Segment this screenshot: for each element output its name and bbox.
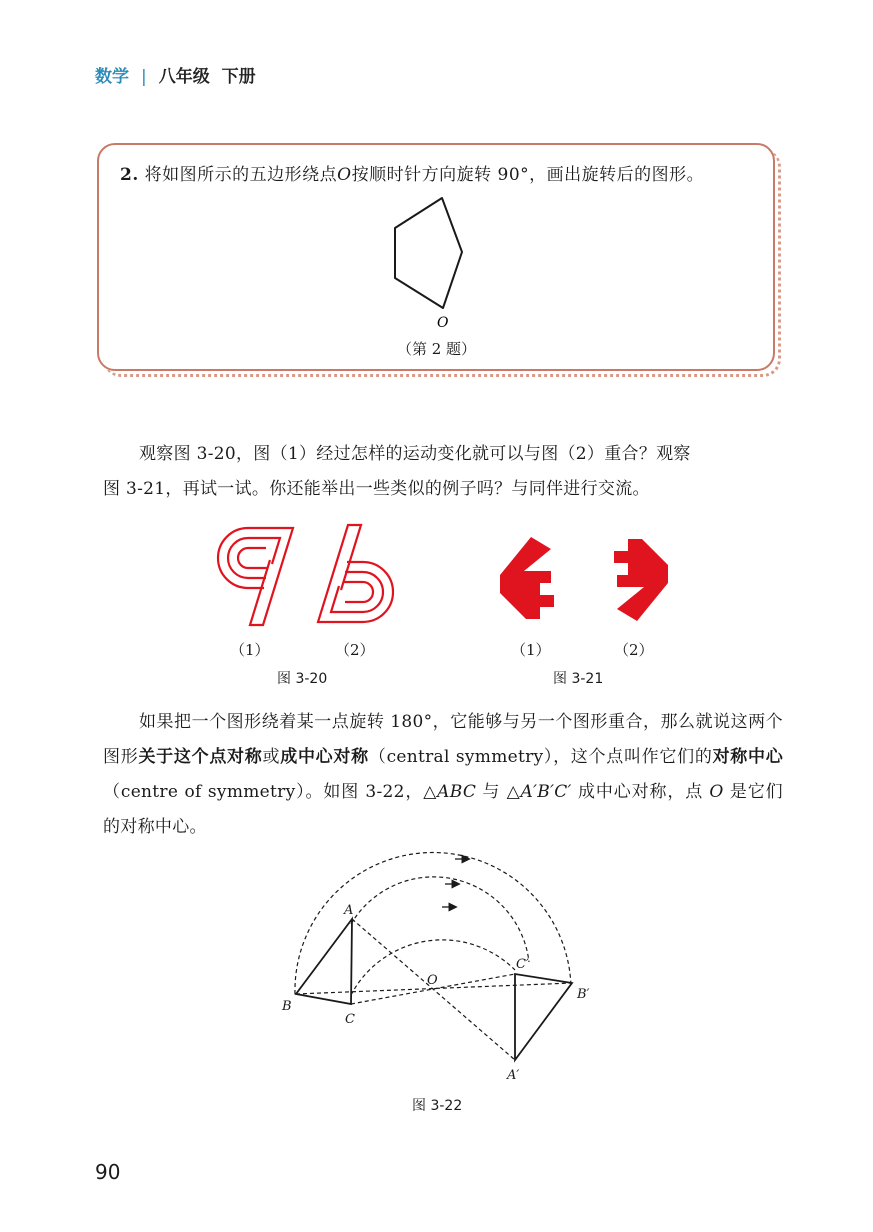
label-a-prime: A′ bbox=[507, 1068, 520, 1083]
paragraph-definition-text bbox=[103, 705, 783, 845]
figure-3-21-label-2: （2） bbox=[614, 641, 654, 659]
label-b-prime: B′ bbox=[577, 987, 590, 1002]
paragraph-observe-line1: 观察图 3-20，图（1）经过怎样的运动变化就可以与图（2）重合？观察 bbox=[139, 444, 691, 464]
pentagon-point-o: O bbox=[437, 315, 449, 331]
label-b: B bbox=[282, 999, 292, 1014]
pentagon-figure bbox=[380, 190, 480, 330]
figure-3-21-shape-2 bbox=[596, 535, 676, 625]
term-centre-of-symmetry: 对称中心 bbox=[712, 747, 784, 767]
term-central-symmetry: 成中心对称 bbox=[280, 747, 369, 767]
paragraph-observe bbox=[103, 437, 783, 507]
header-separator: | bbox=[141, 67, 147, 87]
pentagon-shape bbox=[395, 198, 462, 308]
triangle-abc-shape bbox=[296, 919, 352, 1004]
paragraph-definition bbox=[103, 705, 783, 845]
label-c-prime: C′ bbox=[516, 957, 529, 972]
figure-3-21-label-1: （1） bbox=[511, 641, 551, 659]
exercise-caption: （第 2 题） bbox=[396, 340, 477, 358]
subject-label: 数学 bbox=[95, 67, 129, 87]
grade-label: 八年级 bbox=[158, 67, 210, 87]
definition-part-7: 是它们的对称中心。 bbox=[103, 782, 783, 837]
triangle-abc: ABC bbox=[437, 782, 477, 802]
figure-3-21-shape-2-fill bbox=[614, 539, 668, 621]
triangle-abc-prime-shape bbox=[515, 974, 572, 1060]
definition-part-4: （centre of symmetry）。如图 3-22，△ bbox=[103, 782, 438, 802]
page-number: 90 bbox=[95, 1160, 121, 1184]
figure-3-21-shape-1-fill bbox=[500, 537, 554, 619]
volume-label: 下册 bbox=[221, 67, 256, 87]
figure-3-20-label-1: （1） bbox=[230, 641, 270, 659]
term-symmetric-about-point: 关于这个点对称 bbox=[138, 747, 263, 767]
definition-part-6: 成中心对称，点 bbox=[571, 782, 710, 802]
label-o: O bbox=[427, 973, 438, 988]
definition-part-1: 如果把一个图形绕着某一点旋转 180°，它能够与另一个图形重合，那么就说这两个图形 bbox=[103, 712, 783, 767]
exercise-text-before: 将如图所示的五边形绕点 bbox=[144, 165, 338, 185]
point-o-inline: O bbox=[709, 782, 724, 802]
exercise-number: 2. bbox=[120, 165, 139, 185]
figure-3-21-shape-1 bbox=[496, 535, 576, 625]
figure-3-20-shape-1 bbox=[208, 520, 298, 630]
segment-a-a-prime bbox=[352, 919, 515, 1060]
figure-3-22 bbox=[270, 840, 610, 1090]
figure-3-22-caption: 图 3-22 bbox=[412, 1098, 463, 1114]
label-c: C bbox=[345, 1012, 355, 1027]
figure-3-20-shape-2 bbox=[318, 520, 408, 630]
exercise-question bbox=[120, 160, 704, 185]
exercise-point: O bbox=[337, 165, 352, 185]
label-a: A bbox=[344, 903, 354, 918]
definition-part-3: （central symmetry），这个点叫作它们的 bbox=[368, 747, 713, 767]
exercise-text-after: 按顺时针方向旋转 90°，画出旋转后的图形。 bbox=[351, 165, 705, 185]
figure-3-20-label-2: （2） bbox=[335, 641, 375, 659]
definition-part-5: 与 △ bbox=[476, 782, 521, 802]
page-header bbox=[95, 62, 256, 87]
arc-a-to-a-prime bbox=[351, 877, 529, 962]
definition-part-2: 或 bbox=[262, 747, 281, 767]
triangle-abc-prime: A′B′C′ bbox=[520, 782, 572, 802]
figure-3-20-caption: 图 3-20 bbox=[277, 671, 328, 687]
figure-3-21-caption: 图 3-21 bbox=[553, 671, 604, 687]
paragraph-observe-line2: 图 3-21，再试一试。你还能举出一些类似的例子吗？与同伴进行交流。 bbox=[103, 479, 650, 499]
